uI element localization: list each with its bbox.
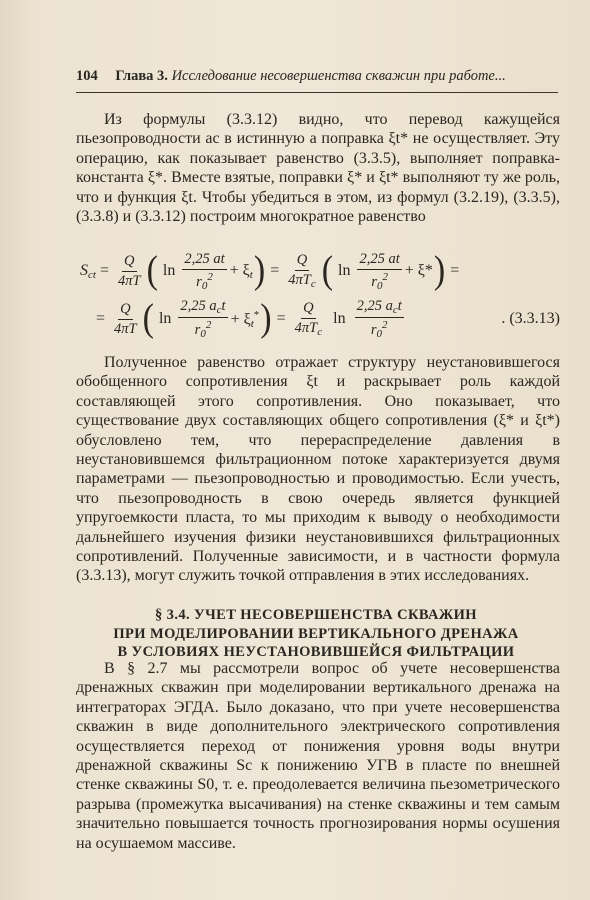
paren-close: ) [260, 297, 272, 340]
chapter-label: Глава 3. [115, 68, 168, 84]
plus-xi-star: + ξ* [404, 262, 433, 279]
paragraph-intro: Из формулы (3.3.12) видно, что перевод кажущейся пьезопроводности aс в истинную a поправка ξt* не осуществляет. Эту операцию, как показывает равенство (3.3.5), выполняет поправка-константа ξ*. Вместе взятые, поправки ξ* и ξt* выполняют ту же роль, что и функция ξt. Чтобы убедиться в этом, из формул (3.2.19), (3.3.5), (3.3.8) и (3.3.12) построим многократное равенство [76, 111, 560, 226]
section-heading-line-1: § 3.4. УЧЕТ НЕСОВЕРШЕНСТВА СКВАЖИН [155, 607, 477, 623]
paragraph-discussion: Полученное равенство отражает структуру неустановившегося обобщенного сопротивления ξt и раскрывает роль каждой составляющей этого сопротивления. Оно показывает, что существование двух составляющих общего сопротивления (ξ* и ξt*) обусловлено тем, что перераспределение давления в неустановившемся фильтрационном потоке характеризуется двумя параметрами — пьезопроводностью и проводимостью. Если учесть, что пьезопроводность в свою очередь является функцией упругоемкости пласта, то мы приходим к выводу о необходимости дальнейшего изучения физики неустановившихся фильтрационных сопротивлений. Полученные зависимости, и в частности формула (3.3.13), могут служить точкой отправления в этих исследованиях. [76, 354, 561, 585]
section-heading-line-3: В УСЛОВИЯХ НЕУСТАНОВИВШЕЙСЯ ФИЛЬТРАЦИИ [117, 644, 515, 660]
equation-number: . (3.3.13) [501, 310, 560, 327]
ln-operator: ln [158, 310, 172, 327]
formula-line-2 [80, 294, 560, 344]
section-heading [96, 606, 536, 662]
ln-operator: ln [162, 262, 176, 279]
equals-sign: = [276, 310, 286, 327]
fraction-q-4pitc: $\frac{Q}{4\pi T_c}$ [288, 252, 316, 290]
equals-sign: = [270, 262, 280, 279]
section-heading-line-2: ПРИ МОДЕЛИРОВАНИИ ВЕРТИКАЛЬНОГО ДРЕНАЖА [113, 625, 519, 642]
log-argument-fraction: $\frac{2,25 a_ct}{r_0^2}$ [356, 298, 402, 340]
header-rule [76, 92, 558, 93]
equals-sign: = [96, 310, 106, 327]
formula-lhs: $S_{ct}$ [80, 261, 96, 281]
log-argument-fraction: $\frac{2,25 at}{r_0^2}$ [359, 250, 400, 292]
ln-operator: ln [333, 310, 346, 327]
page-number: 104 [76, 68, 98, 84]
equals-sign: = [450, 262, 460, 279]
log-argument-fraction: $\frac{2,25 at}{r_0^2}$ [184, 250, 225, 292]
formula-line-1 [80, 246, 560, 296]
paren-open: ( [321, 249, 334, 292]
log-argument-fraction: $\frac{2,25 a_ct}{r_0^2}$ [180, 298, 226, 340]
fraction-q-4pit: $\frac{Q}{4\pi T}$ [114, 300, 137, 337]
paren-close: ) [433, 249, 446, 292]
paren-open: ( [142, 297, 154, 340]
fraction-q-4pit: $\frac{Q}{4\pi T}$ [117, 252, 141, 289]
chapter-title: Исследование несовершенства скважин при работе... [171, 68, 506, 84]
running-header [76, 68, 554, 85]
paren-open: ( [146, 249, 158, 292]
ln-operator: ln [338, 262, 351, 279]
fraction-q-4pitc: $\frac{Q}{4\pi T_c}$ [294, 300, 323, 338]
paragraph-section-body: В § 2.7 мы рассмотрели вопрос об учете несовершенства дренажных скважин при моделировании вертикального дренажа на интеграторах ЭГДА. Было доказано, что при учете несовершенства скважин в виде дополнительного электрического сопротивления осуществляется переход от понижения уровня воды внутри дренажной скважины Sс к понижению УГВ в пласте по внешней стенке скважины S0, т. е. преодолевается величина пьезометрического разрыва (промежутка высачивания) на стенке скважины и тем самым значительно повышается точность прогнозирования нормы осушения на осушаемом массиве. [76, 660, 560, 852]
paren-close: ) [253, 249, 266, 292]
plus-xi-t: + $\xi_t$ [229, 261, 253, 281]
plus-xi-t-star: + $\xi_t^*$ [230, 308, 260, 330]
equals-sign: = [99, 262, 109, 279]
